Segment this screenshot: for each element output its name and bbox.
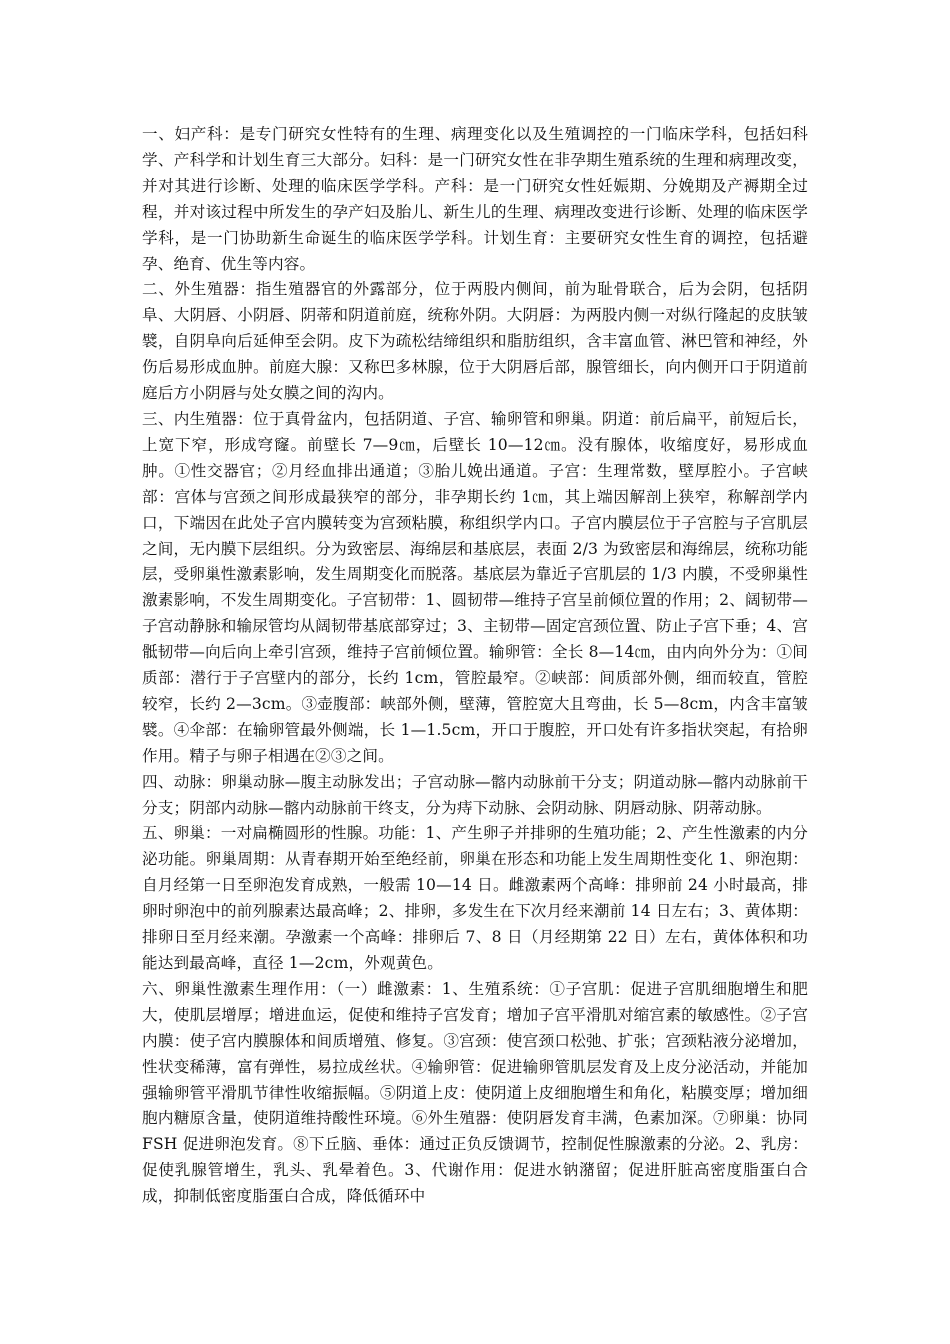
paragraph-obstetrics-gynecology: 一、妇产科：是专门研究女性特有的生理、病理变化以及生殖调控的一门临床学科，包括妇科学、产科学和计划生育三大部分。妇科：是一门研究女性在非孕期生殖系统的生理和病理改变，并对其进行诊断、处理的临床医学学科。产科：是一门研究女性妊娠期、分娩期及产褥期全过程，并对该过程中所发生的孕产妇及胎儿、新生儿的生理、病理改变进行诊断、处理的临床医学学科，是一门协助新生命诞生的临床医学学科。计划生育：主要研究女性生育的调控，包括避孕、绝育、优生等内容。: [142, 125, 808, 273]
paragraph-ovary: 五、卵巢：一对扁椭圆形的性腺。功能：1、产生卵子并排卵的生殖功能；2、产生性激素的内分泌功能。卵巢周期：从青春期开始至绝经前，卵巢在形态和功能上发生周期性变化 1、卵泡期：自月经第一日至卵泡发育成熟，一般需 10—14 日。雌激素两个高峰：排卵前 24 小时最高，排卵时卵泡中的前列腺素达最高峰；2、排卵，多发生在下次月经来潮前 14 日左右；3、黄体期：排卵日至月经来潮。孕激素一个高峰：排卵后 7、8 日（月经期第 22 日）左右，黄体体积和功能达到最高峰，直径 1—2cm，外观黄色。: [142, 824, 808, 972]
paragraph-internal-genitalia: 三、内生殖器：位于真骨盆内，包括阴道、子宫、输卵管和卵巢。阴道：前后扁平，前短后长，上宽下窄，形成穹窿。前壁长 7—9㎝，后壁长 10—12㎝。没有腺体，收缩度好，易形成血肿。①性交器官；②月经血排出通道；③胎儿娩出通道。子宫：生理常数，壁厚腔小。子宫峡部：宫体与宫颈之间形成最狭窄的部分，非孕期长约 1㎝，其上端因解剖上狭窄，称解剖学内口，下端因在此处子宫内膜转变为宫颈粘膜，称组织学内口。子宫内膜层位于子宫腔与子宫肌层之间，无内膜下层组织。分为致密层、海绵层和基底层，表面 2/3 为致密层和海绵层，统称功能层，受卵巢性激素影响，发生周期变化而脱落。基底层为靠近子宫肌层的 1/3 内膜，不受卵巢性激素影响，不发生周期变化。子宫韧带：1、圆韧带—维持子宫呈前倾位置的作用；2、阔韧带—子宫动静脉和输尿管均从阔韧带基底部穿过；3、主韧带—固定宫颈位置、防止子宫下垂；4、宫骶韧带—向后向上牵引宫颈，维持子宫前倾位置。输卵管：全长 8—14㎝，由内向外分为：①间质部：潜行于子宫壁内的部分，长约 1cm，管腔最窄。②峡部：间质部外侧，细而较直，管腔较窄，长约 2—3cm。③壶腹部：峡部外侧，壁薄，管腔宽大且弯曲，长 5—8cm，内含丰富皱襞。④伞部：在输卵管最外侧端，长 1—1.5cm，开口于腹腔，开口处有许多指状突起，有拾卵作用。精子与卵子相遇在②③之间。: [142, 409, 808, 765]
document-body: [142, 122, 808, 1210]
paragraph-external-genitalia: 二、外生殖器：指生殖器官的外露部分，位于两股内侧间，前为耻骨联合，后为会阴，包括阴阜、大阴唇、小阴唇、阴蒂和阴道前庭，统称外阴。大阴唇：为两股内侧一对纵行隆起的皮肤皱襞，自阴阜向后延伸至会阴。皮下为疏松结缔组织和脂肪组织，含丰富血管、淋巴管和神经，外伤后易形成血肿。前庭大腺：又称巴多林腺，位于大阴唇后部，腺管细长，向内侧开口于阴道前庭后方小阴唇与处女膜之间的沟内。: [142, 280, 808, 403]
paragraph-arteries: 四、动脉：卵巢动脉—腹主动脉发出；子宫动脉—髂内动脉前干分支；阴道动脉—髂内动脉前干分支；阴部内动脉—髂内动脉前干终支，分为痔下动脉、会阴动脉、阴唇动脉、阴蒂动脉。: [142, 772, 808, 817]
paragraph-ovarian-hormones: 六、卵巢性激素生理作用：（一）雌激素：1、生殖系统：①子宫肌：促进子宫肌细胞增生和肥大，使肌层增厚；增进血运，促使和维持子宫发育；增加子宫平滑肌对缩宫素的敏感性。②子宫内膜：使子宫内膜腺体和间质增殖、修复。③宫颈：使宫颈口松弛、扩张；宫颈粘液分泌增加，性状变稀薄，富有弹性，易拉成丝状。④输卵管：促进输卵管肌层发育及上皮分泌活动，并能加强输卵管平滑肌节律性收缩振幅。⑤阴道上皮：使阴道上皮细胞增生和角化，粘膜变厚；增加细胞内糖原含量，使阴道维持酸性环境。⑥外生殖器：使阴唇发育丰满，色素加深。⑦卵巢：协同 FSH 促进卵泡发育。⑧下丘脑、垂体：通过正负反馈调节，控制促性腺激素的分泌。2、乳房：促使乳腺管增生，乳头、乳晕着色。3、代谢作用：促进水钠潴留；促进肝脏高密度脂蛋白合成，抑制低密度脂蛋白合成，降低循环中: [142, 979, 808, 1206]
